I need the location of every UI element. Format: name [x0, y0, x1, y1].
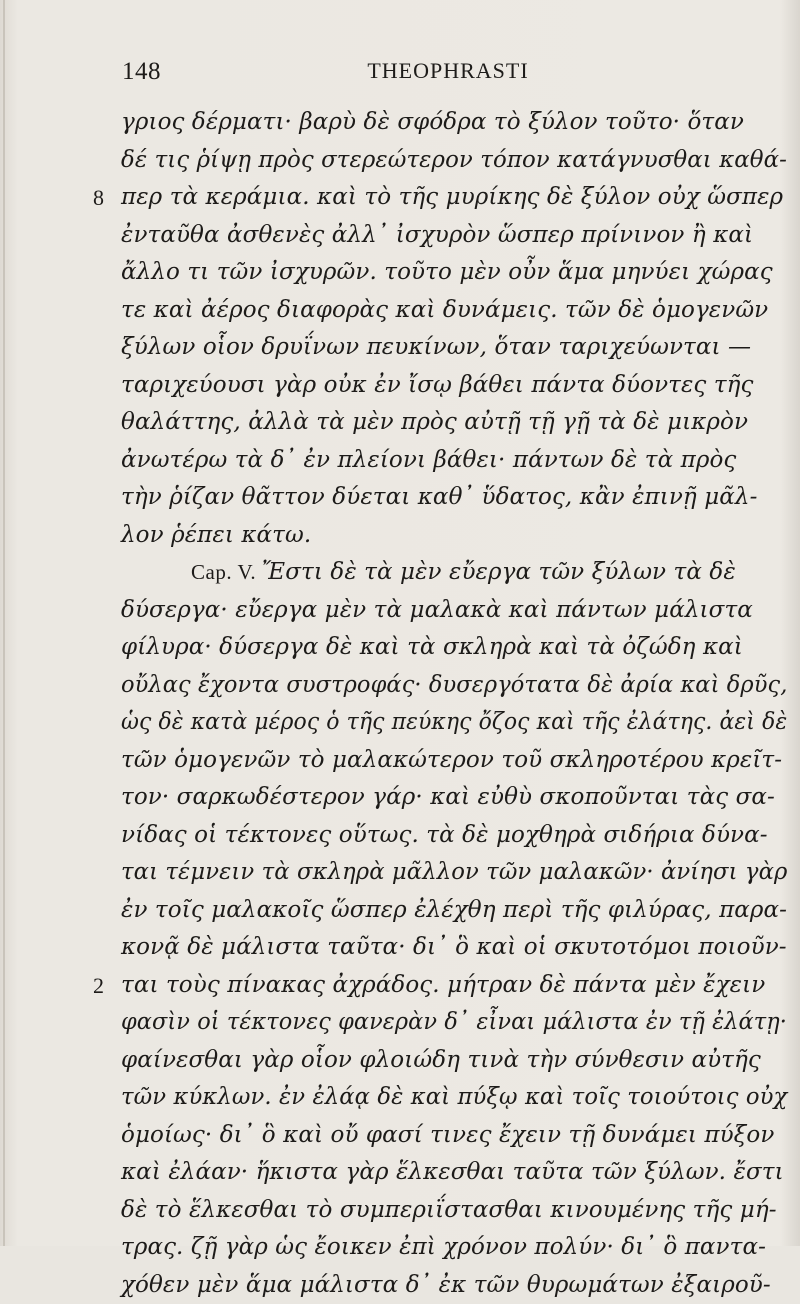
- line-text: λον ῥέπει κάτω.: [121, 522, 311, 548]
- running-title: THEOPHRASTI: [0, 58, 800, 84]
- line-text: ἀνωτέρω τὰ δ᾽ ἐν πλείονι βάθει· πάντων δὲ τὰ πρὸς: [121, 447, 736, 473]
- line-text: νίδας οἱ τέκτονες οὕτως. τὰ δὲ μοχθηρὰ σιδήρια δύνα-: [121, 822, 768, 848]
- text-line: [121, 817, 787, 855]
- text-line: [121, 1229, 787, 1267]
- line-text: ὡς δὲ κατὰ μέρος ὁ τῆς πεύκης ὄζος καὶ τῆς ἐλάτης. ἀεὶ δὲ: [121, 709, 787, 735]
- line-text: ται τοὺς πίνακας ἀχράδος. μήτραν δὲ πάντα μὲν ἔχειν: [121, 972, 765, 998]
- greek-text-body: [121, 104, 787, 1304]
- line-text: τον· σαρκωδέστερον γάρ· καὶ εὐθὺ σκοποῦνται τὰς σα-: [121, 784, 775, 810]
- text-line: [121, 554, 787, 592]
- text-line: [121, 1192, 787, 1230]
- text-line: [121, 254, 787, 292]
- line-text: ὁμοίως· δι᾽ ὃ καὶ οὔ φασί τινες ἔχειν τῇ δυνάμει πύξον: [121, 1122, 774, 1148]
- line-text: τῶν κύκλων. ἐν ἐλάᾳ δὲ καὶ πύξῳ καὶ τοῖς τοιούτοις οὐχ: [121, 1084, 787, 1110]
- line-text: Ἔστι δὲ τὰ μὲν εὔεργα τῶν ξύλων τὰ δὲ: [262, 559, 736, 585]
- text-line: [121, 404, 787, 442]
- line-text: θαλάττης, ἀλλὰ τὰ μὲν πρὸς αὐτῇ τῇ γῇ τὰ δὲ μικρὸν: [121, 409, 748, 435]
- line-text: τε καὶ ἀέρος διαφορὰς καὶ δυνάμεις. τῶν δὲ ὁμογενῶν: [121, 297, 768, 323]
- line-text: τὴν ῥίζαν θᾶττον δύεται καθ᾽ ὕδατος, κἂν ἐπινῇ μᾶλ-: [121, 484, 757, 510]
- chapter-heading: Cap. V.: [191, 560, 262, 584]
- line-text: φαίνεσθαι γὰρ οἷον φλοιώδη τινὰ τὴν σύνθεσιν αὐτῆς: [121, 1047, 761, 1073]
- line-text: ἄλλο τι τῶν ἰσχυρῶν. τοῦτο μὲν οὖν ἅμα μηνύει χώρας: [121, 259, 773, 285]
- line-text: ἐν τοῖς μαλακοῖς ὥσπερ ἐλέχθη περὶ τῆς φιλύρας, παρα-: [121, 897, 787, 923]
- text-line: [121, 892, 787, 930]
- text-line: [121, 1042, 787, 1080]
- text-line: [121, 1267, 787, 1304]
- text-line: [121, 142, 782, 180]
- text-line: [121, 667, 772, 705]
- text-line: [121, 1004, 770, 1042]
- text-line: [121, 442, 787, 480]
- line-text: οὔλας ἔχοντα συστροφάς· δυσεργότατα δὲ ἀρία καὶ δρῦς,: [121, 672, 787, 698]
- text-line: [121, 704, 756, 742]
- line-text: φίλυρα· δύσεργα δὲ καὶ τὰ σκληρὰ καὶ τὰ ὀζώδη καὶ: [121, 634, 743, 660]
- margin-section-number: 8: [93, 179, 104, 217]
- text-line: [121, 292, 787, 330]
- line-text: ξύλων οἷον δρυΐνων πευκίνων, ὅταν ταριχεύωνται —: [121, 334, 751, 360]
- line-text: ται τέμνειν τὰ σκληρὰ μᾶλλον τῶν μαλακῶν· ἀνίησι γὰρ: [121, 859, 787, 885]
- text-line: [121, 217, 787, 255]
- line-text: ἐνταῦθα ἀσθενὲς ἀλλ᾽ ἰσχυρὸν ὥσπερ πρίνινον ἢ καὶ: [121, 222, 753, 248]
- line-text: δύσεργα· εὔεργα μὲν τὰ μαλακὰ καὶ πάντων μάλιστα: [121, 597, 753, 623]
- line-text: κονᾷ δὲ μάλιστα ταῦτα· δι᾽ ὃ καὶ οἱ σκυτοτόμοι ποιοῦν-: [121, 934, 787, 960]
- text-line: [121, 629, 787, 667]
- line-text: δὲ τὸ ἕλκεσθαι τὸ συμπεριΐστασθαι κινουμένης τῆς μή-: [121, 1197, 777, 1223]
- page-gutter-edge: [3, 0, 5, 1246]
- text-line: [121, 742, 787, 780]
- text-line: [121, 1117, 787, 1155]
- text-line: [121, 179, 787, 217]
- line-text: τρας. ζῇ γὰρ ὡς ἔοικεν ἐπὶ χρόνον πολύν· δι᾽ ὃ παντα-: [121, 1234, 766, 1260]
- text-line: [121, 929, 787, 967]
- text-line: [121, 1154, 787, 1192]
- line-text: γριος δέρματι· βαρὺ δὲ σφόδρα τὸ ξύλον τοῦτο· ὅταν: [121, 109, 744, 135]
- text-line: [121, 592, 787, 630]
- text-line: [121, 1079, 778, 1117]
- line-text: καὶ ἐλάαν· ἥκιστα γὰρ ἕλκεσθαι ταῦτα τῶν ξύλων. ἔστι: [121, 1159, 784, 1185]
- line-text: τῶν ὁμογενῶν τὸ μαλακώτερον τοῦ σκληροτέρου κρεῖτ-: [121, 747, 782, 773]
- text-line: [121, 779, 787, 817]
- line-text: χόθεν μὲν ἅμα μάλιστα δ᾽ ἐκ τῶν θυρωμάτων ἐξαιροῦ-: [121, 1272, 771, 1298]
- text-line: [121, 104, 787, 142]
- text-line: [121, 329, 787, 367]
- margin-section-number: 2: [93, 967, 104, 1005]
- line-text: φασὶν οἱ τέκτονες φανερὰν δ᾽ εἶναι μάλιστα ἐν τῇ ἐλάτῃ·: [121, 1009, 787, 1035]
- text-line: [121, 367, 787, 405]
- line-text: δέ τις ῥίψῃ πρὸς στερεώτερον τόπον κατάγνυσθαι καθά-: [121, 147, 787, 173]
- text-line: [121, 967, 787, 1005]
- text-line: [121, 517, 787, 555]
- page-number: 148: [122, 58, 161, 86]
- text-line: [121, 854, 778, 892]
- text-line: [121, 479, 787, 517]
- running-header: [0, 58, 800, 92]
- line-text: ταριχεύουσι γὰρ οὐκ ἐν ἴσῳ βάθει πάντα δύοντες τῆς: [121, 372, 754, 398]
- line-text: περ τὰ κεράμια. καὶ τὸ τῆς μυρίκης δὲ ξύλον οὐχ ὥσπερ: [121, 184, 783, 210]
